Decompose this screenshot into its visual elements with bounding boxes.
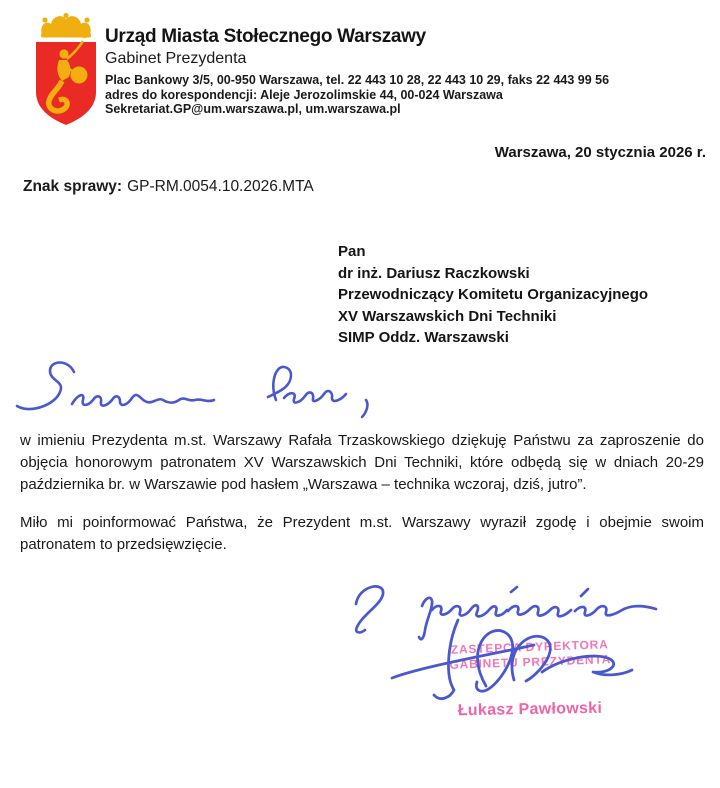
stamp-line-2: GABINETU PREZYDENTA — [449, 652, 612, 672]
recipient-block — [338, 241, 648, 349]
stamp-signer-name: Łukasz Pawłowski — [457, 699, 603, 720]
org-name: Urząd Miasta Stołecznego Warszawy — [105, 26, 426, 47]
case-reference — [23, 178, 314, 196]
address-line-3-email: Sekretariat.GP@um.warszawa.pl, um.warszawa.pl — [105, 102, 401, 116]
recipient-name: dr inż. Dariusz Raczkowski — [338, 264, 530, 282]
address-line-1: Plac Bankowy 3/5, 00-950 Warszawa, tel. 22 443 10 28, 22 443 10 29, faks 22 443 99 56 — [105, 73, 610, 87]
stamp-line-1: ZASTĘPCA DYREKTORA — [450, 637, 609, 657]
warsaw-coat-of-arms-logo — [28, 12, 104, 126]
letterhead — [105, 26, 695, 117]
handwritten-signature — [384, 614, 640, 710]
dateline: Warszawa, 20 stycznia 2026 r. — [494, 144, 706, 161]
case-label: Znak sprawy: — [23, 178, 123, 195]
address-line-2: adres do korespondencji: Aleje Jerozolimskie 44, 00-024 Warszawa — [105, 87, 503, 102]
address-block — [105, 73, 695, 117]
case-number: GP-RM.0054.10.2026.MTA — [127, 178, 314, 195]
department-name: Gabinet Prezydenta — [105, 50, 247, 67]
body-paragraph-2: Miło mi poinformować Państwa, że Prezydent m.st. Warszawy wyraził zgodę i obejmie swoim patronatem to przedsięwzięcie. — [20, 514, 704, 553]
body-paragraph-1: w imieniu Prezydenta m.st. Warszawy Rafała Trzaskowskiego dziękuję Państwu za zaproszenie do objęcia honorowym patronatem XV Warszawskich Dni Techniki, które odbędą się w dniach 20-29 października br. w Warszawie pod hasłem „Warszawa – technika wczoraj, dziś, jutro”. — [20, 432, 704, 493]
recipient-event: XV Warszawskich Dni Techniki — [338, 307, 557, 325]
recipient-title: Przewodniczący Komitetu Organizacyjnego — [338, 286, 649, 303]
handwritten-salutation — [8, 356, 428, 432]
recipient-org: SIMP Oddz. Warszawski — [338, 329, 509, 346]
recipient-salutation-word: Pan — [338, 243, 366, 260]
